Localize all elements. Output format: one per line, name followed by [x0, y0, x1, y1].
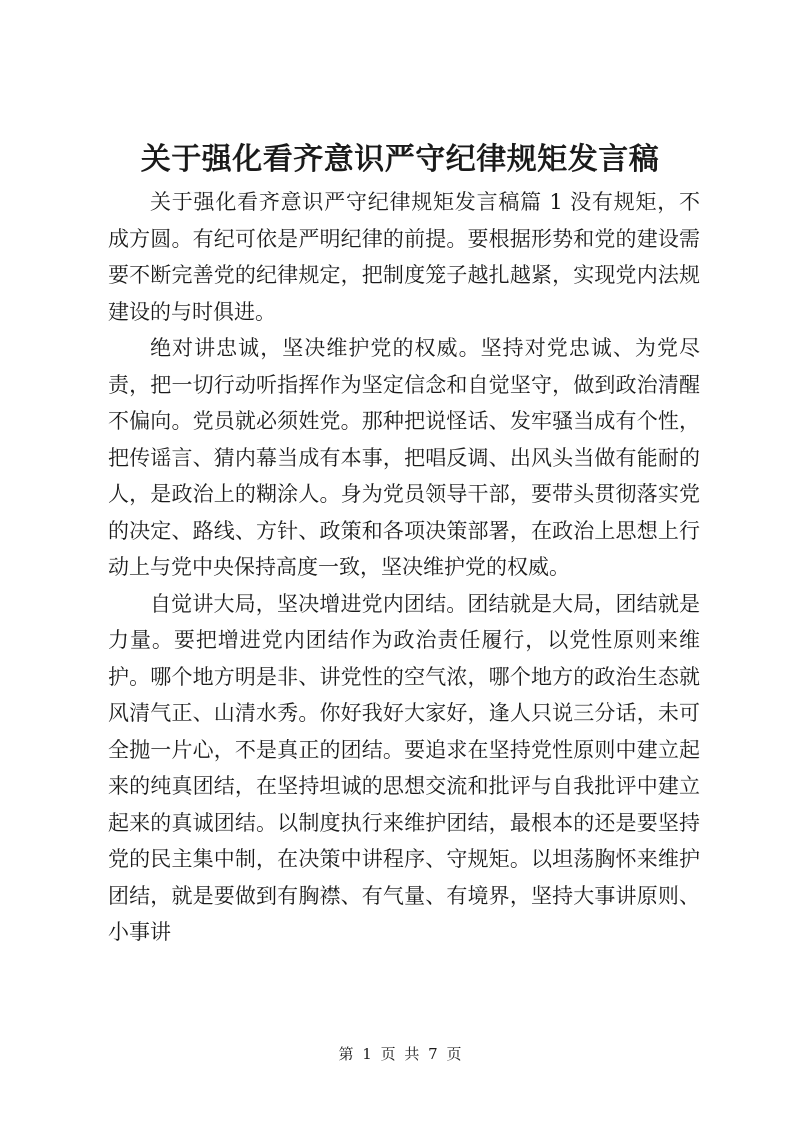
document-title: 关于强化看齐意识严守纪律规矩发言稿 — [140, 142, 660, 177]
paragraph-2: 绝对讲忠诚，坚决维护党的权威。坚持对党忠诚、为党尽责，把一切行动听指挥作为坚定信念和自觉坚守，做到政治清醒不偏向。党员就必须姓党。那种把说怪话、发牢骚当成有个性，把传谣言、猜内幕当成有本事，把唱反调、出风头当做有能耐的人，是政治上的糊涂人。身为党员领导干部，要带头贯彻落实党的决定、路线、方针、政策和各项决策部署，在政治上思想上行动上与党中央保持高度一致，坚决维护党的权威。 — [108, 336, 700, 579]
page-number-footer: 第 1 页 共 7 页 — [338, 1045, 462, 1063]
paragraph-3: 自觉讲大局，坚决增进党内团结。团结就是大局，团结就是力量。要把增进党内团结作为政治责任履行，以党性原则来维护。哪个地方明是非、讲党性的空气浓，哪个地方的政治生态就风清气正、山清水秀。你好我好大家好，逢人只说三分话，未可全抛一片心，不是真正的团结。要追求在坚持党性原则中建立起来的纯真团结，在坚持坦诚的思想交流和批评与自我批评中建立起来的真诚团结。以制度执行来维护团结，最根本的还是要坚持党的民主集中制，在决策中讲程序、守规矩。以坦荡胸怀来维护团结，就是要做到有胸襟、有气量、有境界，坚持大事讲原则、小事讲 — [108, 591, 700, 944]
document-body — [108, 184, 700, 951]
paragraph-1: 关于强化看齐意识严守纪律规矩发言稿篇 1 没有规矩，不成方圆。有纪可依是严明纪律的前提。要根据形势和党的建设需要不断完善党的纪律规定，把制度笼子越扎越紧，实现党内法规建设的与时俱进。 — [108, 190, 700, 324]
